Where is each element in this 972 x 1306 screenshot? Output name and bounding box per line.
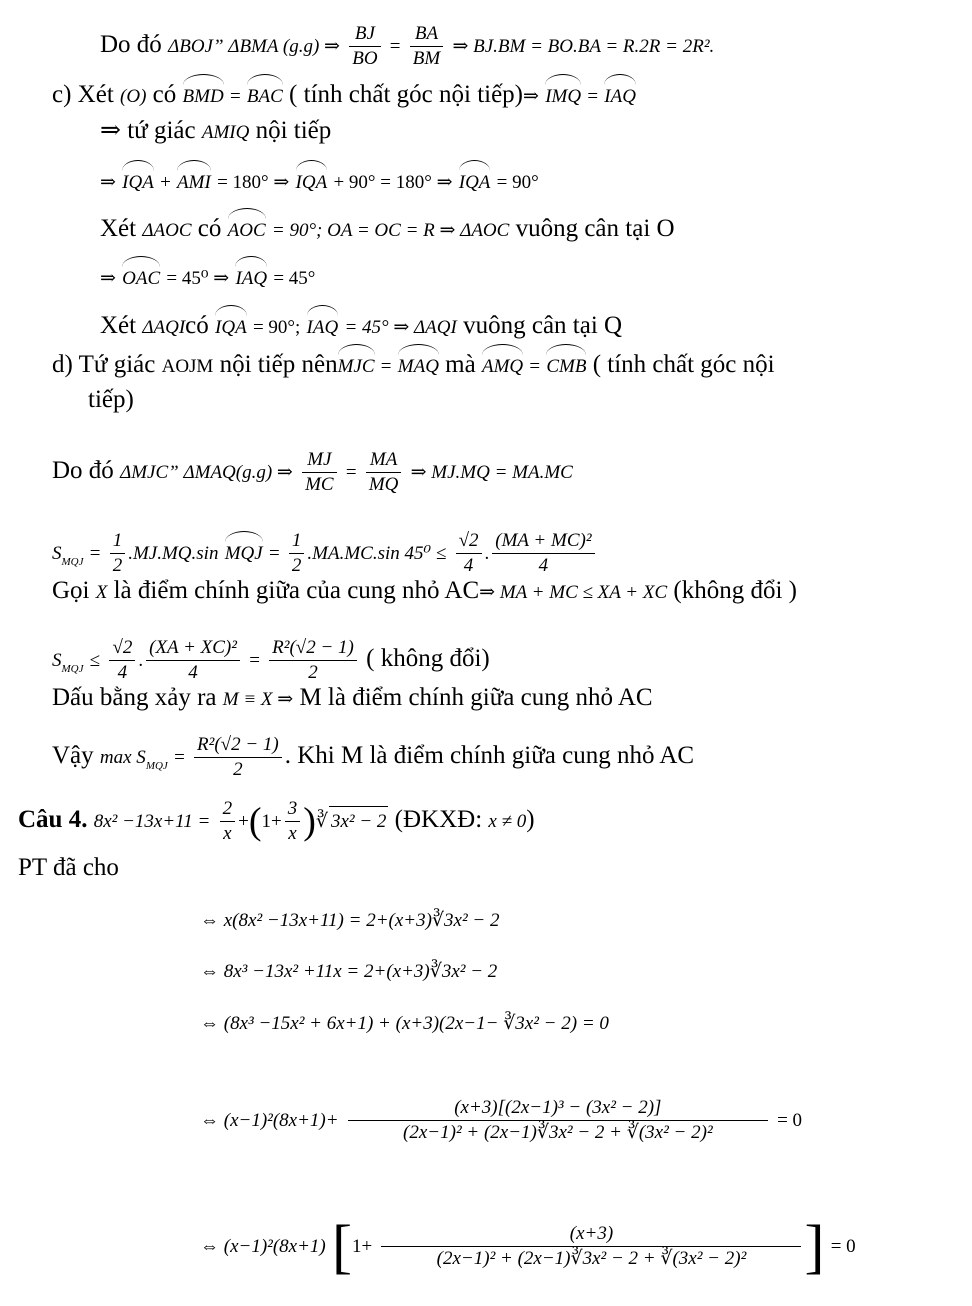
angle: IMQ [545, 76, 581, 112]
solution-step-5: ⇔ (x−1)²(8x+1) [1+ $\frac{(x+3)}{\text{(2x−1)² + (2x−1)∛3x² − 2 + ∛(3x² − 2)²}}$ ] = 0 [200, 1213, 856, 1280]
angle: CMB [546, 346, 586, 382]
text: d) Tứ giác [52, 351, 156, 378]
angle: IAQ [307, 307, 339, 343]
fraction: $\frac{\text{(XA + XC)²}}{4}$ [146, 636, 240, 685]
text: vuông cân tại Q [463, 312, 623, 339]
angle: IAQ [235, 258, 267, 294]
angle: IQA [296, 162, 328, 198]
solution-step-2 [200, 955, 497, 987]
text: (ĐKXĐ: [394, 806, 483, 834]
angle: IQA [122, 162, 154, 198]
text: có [185, 312, 209, 339]
math: (O) [120, 86, 147, 107]
math: 8x² −13x+11 = [93, 811, 211, 833]
math: = 90°; OA = OC = R ⇒ ΔAOC [271, 220, 510, 241]
fraction: $\frac{\text{(x+3)[(2x−1)³ − (3x² − 2)]}}{\text{(2x−1)² + (2x−1)∛3x² − 2 + ∛(3x² − 2)²}}$ [348, 1096, 768, 1145]
fraction: $\frac{\text{R²(√2 − 1)}}{2}$ [194, 733, 282, 782]
midpoint-line [52, 576, 797, 608]
solution-step-1 [200, 904, 500, 936]
similar-triangles-line: Do đó ΔMJC” ΔMAQ(g.g) ⇒ $\frac{MJ}{MC}$ = $\frac{MA}{MQ}$ ⇒ MJ.MQ = MA.MC [52, 449, 573, 495]
area-inequality-line-1: $S_{MQJ}$ = $\frac{1}{2}$ .MJ.MQ.sin MQJ = $\frac{1}{2}$ .MA.MC.sin 45⁰ ≤ $\frac{√2}{4}$ . $\frac{\text{(MA + MC)²}}{4}$ [52, 529, 598, 578]
fraction: $\frac{BJ}{BO}$ [349, 22, 380, 71]
text: có [152, 81, 177, 108]
text: c) Xét [52, 81, 114, 108]
angle: IAQ [604, 76, 636, 112]
angle: IQA [215, 307, 247, 343]
fraction: $\frac{MA}{MQ}$ [366, 448, 402, 497]
fraction: $\frac{2}{x}$ [220, 797, 236, 846]
fraction: $\frac{√2}{4}$ [109, 636, 135, 685]
angle: IQA [459, 162, 491, 198]
fraction: $\frac{3}{x}$ [285, 797, 301, 846]
math: max S [99, 747, 146, 769]
text: là điểm chính giữa của cung nhỏ AC [113, 577, 480, 604]
part-c-line-5: ⇒ OAC = 45⁰ ⇒ IAQ = 45° [100, 258, 315, 294]
fraction: $\frac{BA}{BM}$ [410, 22, 443, 71]
math: ΔBOJ” ΔBMA (g.g) ⇒ [168, 36, 340, 58]
math: X [95, 582, 108, 603]
math: M ≡ X ⇒ [222, 689, 294, 710]
text: . Khi M là điểm chính giữa cung nhỏ AC [284, 742, 695, 770]
angle: AMI [177, 162, 211, 198]
text: ( không đổi) [366, 645, 490, 673]
fraction: $\frac{1}{2}$ [110, 529, 126, 578]
angle: MJC [338, 346, 375, 382]
angle: OAC [122, 258, 160, 294]
math: ⇒ MJ.MQ = MA.MC [410, 462, 573, 484]
angle: AMQ [482, 346, 523, 382]
question-4-heading: Câu 4. 8x² −13x+11 = $\frac{2}{x}$ +(1+ $\frac{3}{x}$ )∛ 3x² − 2 (ĐKXĐ: x ≠ 0) [18, 798, 535, 844]
text: Do đó [100, 31, 162, 59]
math: ΔAQI [142, 317, 186, 338]
solution-step-4: ⇔ (x−1)²(8x+1)+ $\frac{\text{(x+3)[(2x−1)³ − (3x² − 2)]}}{\text{(2x−1)² + (2x−1)∛3x² − 2 + ∛(3x² − 2)²}}$ = 0 [200, 1097, 803, 1143]
text: PT đã cho [18, 854, 119, 881]
solution-step-3 [200, 1007, 609, 1039]
text: M là điểm chính giữa cung nhỏ AC [299, 684, 653, 711]
part-c-line-4 [100, 210, 675, 246]
math: ⇒ BJ.BM = BO.BA = R.2R = 2R². [452, 36, 715, 58]
math: AMIQ [201, 122, 250, 143]
angle: MAQ [398, 346, 439, 382]
angle: MQJ [225, 533, 263, 569]
text: Xét [100, 215, 137, 242]
angle: AOC [228, 210, 266, 246]
math: ⇔ (8x³ −15x² + 6x+1) + (x+3)(2x−1− ∛3x² − 2) = 0 [200, 1013, 609, 1034]
conclusion-max-line: Vậy $\max S_{MQJ}$ = $\frac{\text{R²(√2 − 1)}}{2}$ . Khi M là điểm chính giữa cung nhỏ AC [52, 734, 695, 780]
math: ΔAOC [142, 220, 192, 241]
math: ⇔ 8x³ −13x² +11x = 2+(x+3)∛3x² − 2 [200, 961, 498, 982]
text: Vậy [52, 742, 94, 770]
math: x ≠ 0 [488, 811, 527, 833]
math: ⇔ x(8x² −13x+11) = 2+(x+3)∛3x² − 2 [200, 910, 500, 931]
math: AOJM [161, 356, 214, 377]
part-c-line-2 [100, 116, 331, 148]
text: nội tiếp [255, 117, 332, 144]
question-label: Câu 4. [18, 806, 88, 834]
text: ( tính chất góc nội tiếp) [289, 81, 524, 108]
part-d-heading-cont [88, 385, 134, 415]
text: Xét [100, 312, 137, 339]
math: ⇔ (x−1)²(8x+1) [200, 1236, 326, 1258]
fraction: $\frac{\text{(MA + MC)²}}{4}$ [492, 529, 594, 578]
part-d-heading: d) Tứ giác AOJM nội tiếp nênMJC = MAQ mà AMQ = CMB ( tính chất góc nội [52, 346, 775, 382]
fraction: $\frac{MJ}{MC}$ [302, 448, 337, 497]
area-inequality-line-2: $S_{MQJ}$ ≤ $\frac{√2}{4}$ . $\frac{\text{(XA + XC)²}}{4}$ = $\frac{\text{R²(√2 − 1)}}{2}$ ( không đổi) [52, 637, 490, 683]
fraction: $\frac{1}{2}$ [289, 529, 305, 578]
angle: BAC [247, 76, 283, 112]
equality-line [52, 683, 653, 715]
fraction: $\frac{\text{R²(√2 − 1)}}{2}$ [269, 636, 357, 685]
part-c-heading: c) Xét (O) có BMD = BAC ( tính chất góc nội tiếp)⇒ IMQ = IAQ [52, 76, 636, 112]
math: ⇒ MA + MC ≤ XA + XC [479, 582, 668, 603]
text: Gọi [52, 577, 90, 604]
pt-label [18, 853, 119, 883]
math: = 45° ⇒ ΔAQI [344, 317, 457, 338]
text: nội tiếp nên [219, 351, 338, 378]
part-c-line-6: Xét ΔAQIcó IQA = 90°; IAQ = 45° ⇒ ΔAQI vuông cân tại Q [100, 307, 622, 343]
math: ⇔ (x−1)²(8x+1)+ [200, 1110, 339, 1132]
cube-root: 3x² − 2 [329, 806, 388, 837]
text: tiếp) [88, 386, 134, 413]
text: Do đó [52, 457, 114, 485]
math: ΔMJC” ΔMAQ(g.g) ⇒ [120, 462, 293, 484]
text: (không đổi ) [673, 577, 798, 604]
conclusion-line-1: Do đó ΔBOJ” ΔBMA (g.g) ⇒ $\frac{BJ}{BO}$ = $\frac{BA}{BM}$ ⇒ BJ.BM = BO.BA = R.2R = 2R². [100, 23, 715, 69]
fraction: $\frac{√2}{4}$ [456, 529, 482, 578]
text: có [197, 215, 222, 242]
part-c-line-3: ⇒ IQA + AMI = 180° ⇒ IQA + 90° = 180° ⇒ IQA = 90° [100, 162, 539, 198]
text: Dấu bằng xảy ra [52, 684, 217, 711]
text: mà [445, 351, 476, 378]
text: vuông cân tại O [515, 215, 675, 242]
fraction: $\frac{(x+3)}{\text{(2x−1)² + (2x−1)∛3x² − 2 + ∛(3x² − 2)²}}$ [381, 1222, 801, 1271]
text: ( tính chất góc nội [592, 351, 775, 378]
angle: BMD [183, 76, 224, 112]
text: ⇒ tứ giác [100, 117, 196, 144]
